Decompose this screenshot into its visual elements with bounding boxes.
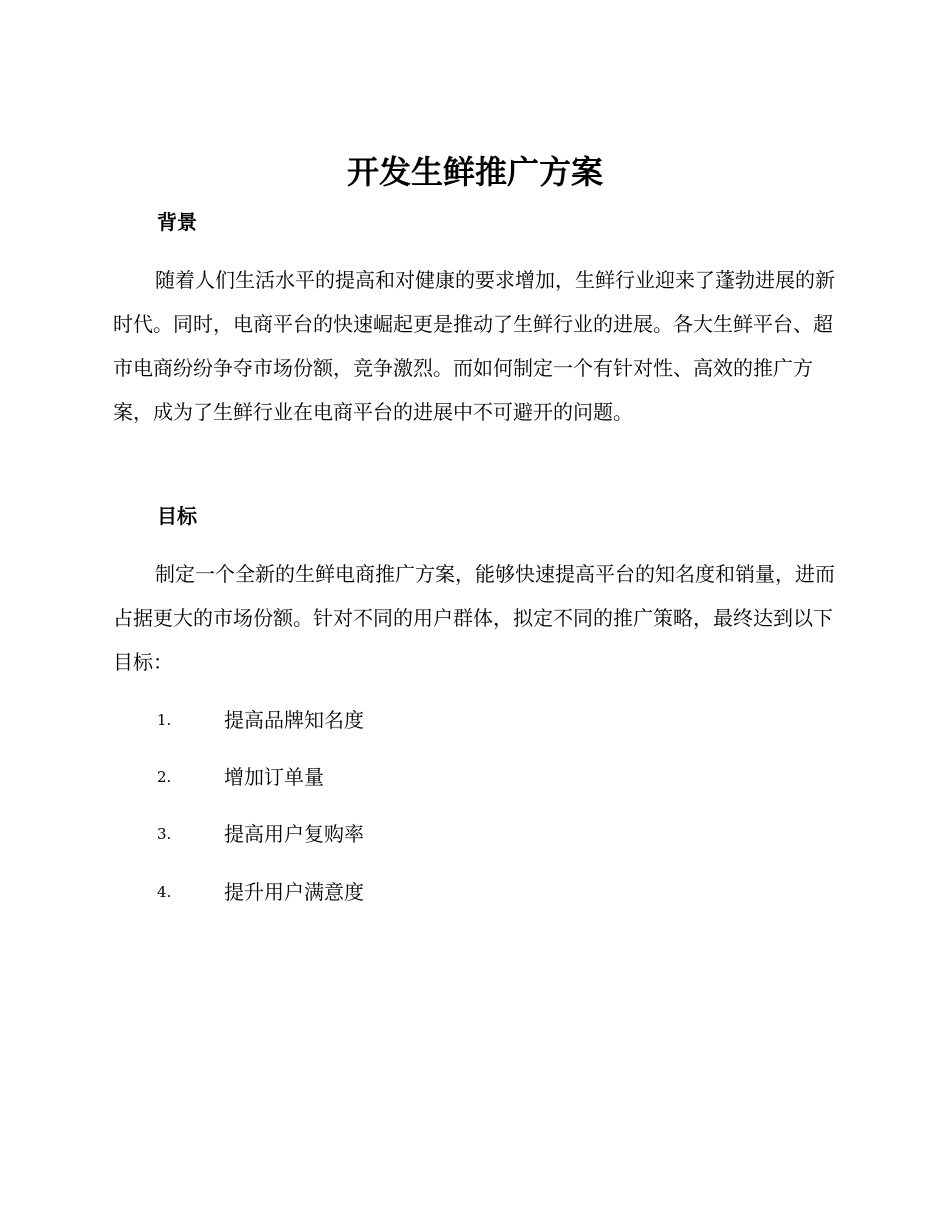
list-number: 4.: [157, 883, 172, 901]
goal-list-item: [157, 877, 757, 907]
list-text: 提高用户复购率: [224, 822, 364, 846]
goal-list-item: [157, 762, 757, 792]
section-heading-background: 背景: [157, 210, 197, 234]
document-title: 开发生鲜推广方案: [346, 153, 603, 191]
list-text: 提高品牌知名度: [224, 708, 364, 732]
goal-list-item: [157, 705, 757, 735]
list-number: 3.: [157, 825, 172, 843]
section-heading-goals: 目标: [157, 504, 197, 528]
list-text: 提升用户满意度: [224, 880, 364, 904]
goal-list-item: [157, 819, 757, 849]
background-paragraph: 随着人们生活水平的提高和对健康的要求增加，生鲜行业迎来了蓬勃进展的新时代。同时，电商平台的快速崛起更是推动了生鲜行业的进展。各大生鲜平台、超市电商纷纷争夺市场份额，竞争激烈。而如何制定一个有针对性、高效的推广方案，成为了生鲜行业在电商平台的进展中不可避开的问题。: [113, 268, 835, 424]
list-text: 增加订单量: [224, 765, 324, 789]
list-number: 2.: [157, 768, 172, 786]
list-number: 1.: [157, 711, 172, 729]
goals-paragraph: 制定一个全新的生鲜电商推广方案，能够快速提高平台的知名度和销量，进而占据更大的市场份额。针对不同的用户群体，拟定不同的推广策略，最终达到以下目标：: [113, 562, 835, 674]
